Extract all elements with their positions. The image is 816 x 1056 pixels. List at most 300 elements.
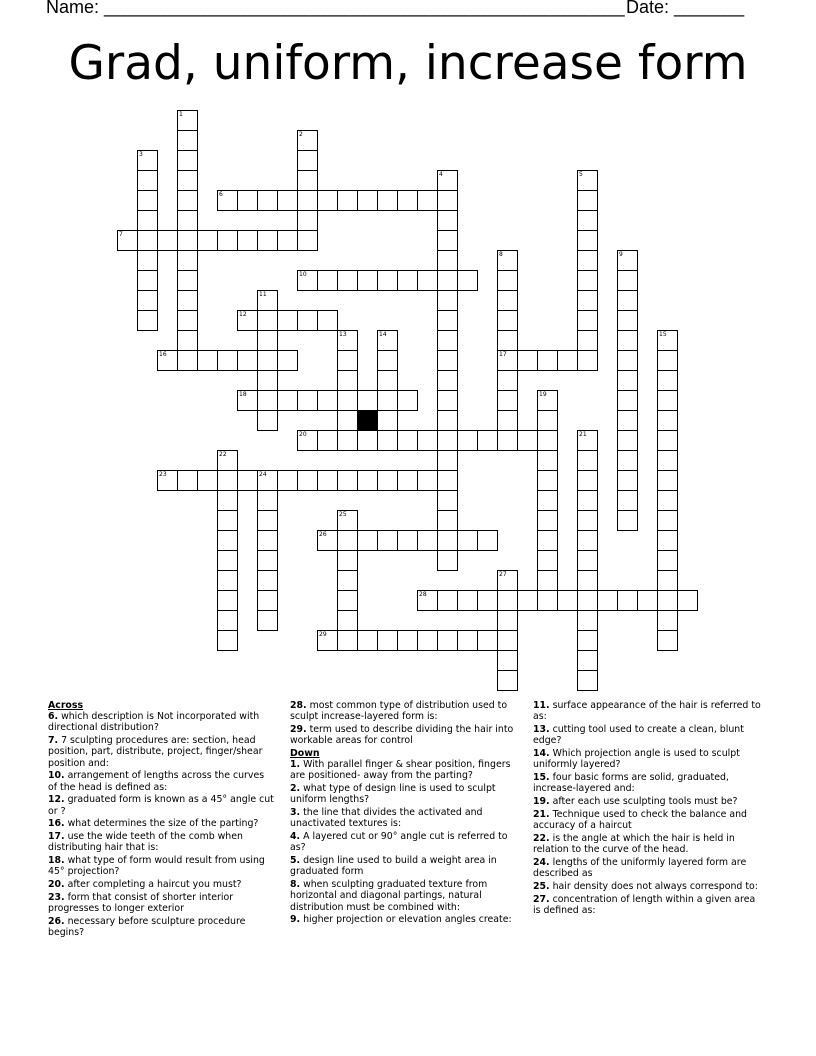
clue-number: 16 — [159, 351, 167, 358]
grid-cell[interactable] — [257, 330, 278, 351]
grid-cell[interactable] — [577, 550, 598, 571]
grid-cell[interactable] — [397, 270, 418, 291]
clue-item-number: 1. — [290, 759, 301, 771]
grid-cell[interactable] — [577, 570, 598, 591]
grid-cell[interactable] — [497, 370, 518, 391]
grid-cell[interactable] — [417, 270, 438, 291]
grid-cell[interactable] — [337, 270, 358, 291]
grid-cell[interactable] — [257, 490, 278, 511]
grid-cell[interactable] — [137, 270, 158, 291]
grid-cell[interactable] — [177, 150, 198, 171]
clue-item-text: form that consist of shorter interior progresses to longer exterior — [48, 892, 234, 915]
grid-cell[interactable] — [497, 430, 518, 451]
grid-cell[interactable] — [277, 310, 298, 331]
black-square — [357, 410, 377, 430]
clue-number: 28 — [419, 591, 427, 598]
clue-item-number: 4. — [290, 831, 301, 843]
grid-cell[interactable] — [577, 450, 598, 471]
grid-cell[interactable] — [337, 370, 358, 391]
grid-cell[interactable] — [257, 390, 278, 411]
clue-number: 10 — [299, 271, 307, 278]
grid-cell[interactable] — [377, 430, 398, 451]
grid-cell[interactable] — [577, 350, 598, 371]
grid-cell[interactable] — [577, 290, 598, 311]
grid-cell[interactable] — [277, 190, 298, 211]
grid-cell[interactable] — [497, 310, 518, 331]
grid-cell[interactable] — [617, 430, 638, 451]
grid-cell[interactable] — [177, 270, 198, 291]
grid-cell[interactable] — [317, 390, 338, 411]
grid-cell[interactable] — [537, 410, 558, 431]
grid-cell[interactable] — [517, 350, 538, 371]
grid-cell[interactable] — [197, 230, 218, 251]
grid-cell[interactable] — [297, 190, 318, 211]
grid-cell[interactable] — [617, 350, 638, 371]
grid-cell[interactable] — [377, 390, 398, 411]
grid-cell[interactable] — [157, 230, 178, 251]
grid-cell[interactable] — [217, 630, 238, 651]
grid-cell[interactable] — [337, 610, 358, 631]
grid-cell[interactable] — [477, 430, 498, 451]
grid-cell[interactable] — [617, 370, 638, 391]
grid-cell[interactable] — [437, 270, 458, 291]
grid-cell[interactable] — [457, 590, 478, 611]
clue-item — [48, 831, 276, 853]
grid-cell[interactable] — [577, 470, 598, 491]
clue-number: 22 — [219, 451, 227, 458]
grid-cell[interactable] — [417, 630, 438, 651]
grid-cell[interactable] — [337, 430, 358, 451]
grid-cell[interactable] — [437, 250, 458, 271]
grid-cell[interactable] — [337, 350, 358, 371]
grid-cell[interactable] — [577, 490, 598, 511]
grid-cell[interactable] — [577, 630, 598, 651]
grid-cell[interactable] — [337, 190, 358, 211]
grid-cell[interactable] — [657, 350, 678, 371]
grid-cell[interactable] — [397, 630, 418, 651]
grid-cell[interactable] — [377, 410, 398, 431]
grid-cell[interactable] — [657, 410, 678, 431]
grid-cell[interactable] — [297, 150, 318, 171]
grid-cell[interactable] — [497, 630, 518, 651]
grid-cell[interactable] — [617, 290, 638, 311]
grid-cell[interactable] — [217, 470, 238, 491]
grid-cell[interactable] — [177, 310, 198, 331]
grid-cell[interactable] — [637, 590, 658, 611]
grid-cell[interactable] — [177, 190, 198, 211]
grid-cell[interactable] — [577, 670, 598, 691]
grid-cell[interactable] — [357, 630, 378, 651]
clue-item — [290, 855, 522, 877]
clue-item-number: 23. — [48, 892, 65, 903]
grid-cell[interactable] — [437, 370, 458, 391]
clue-number: 21 — [579, 431, 587, 438]
grid-cell[interactable] — [497, 610, 518, 631]
clue-item — [533, 809, 765, 831]
grid-cell[interactable] — [657, 450, 678, 471]
grid-cell[interactable] — [257, 610, 278, 631]
grid-cell[interactable] — [577, 510, 598, 531]
grid-cell[interactable] — [357, 190, 378, 211]
grid-cell[interactable] — [577, 330, 598, 351]
grid-cell[interactable] — [437, 510, 458, 531]
grid-cell[interactable] — [437, 490, 458, 511]
clue-number: 26 — [319, 531, 327, 538]
grid-cell[interactable] — [437, 330, 458, 351]
grid-cell[interactable] — [397, 530, 418, 551]
grid-cell[interactable] — [177, 130, 198, 151]
grid-cell[interactable] — [317, 190, 338, 211]
grid-cell[interactable] — [657, 630, 678, 651]
grid-cell[interactable] — [137, 230, 158, 251]
grid-cell[interactable] — [317, 270, 338, 291]
grid-cell[interactable] — [457, 430, 478, 451]
clue-number: 11 — [259, 291, 267, 298]
grid-cell[interactable] — [237, 470, 258, 491]
clue-item-text: graduated form is known as a 45° angle cut or ? — [48, 794, 274, 817]
grid-cell[interactable] — [337, 530, 358, 551]
grid-cell[interactable] — [377, 530, 398, 551]
grid-cell[interactable] — [337, 470, 358, 491]
clue-item-number: 9. — [290, 914, 301, 926]
grid-cell[interactable] — [657, 530, 678, 551]
grid-cell[interactable] — [437, 230, 458, 251]
grid-cell[interactable] — [177, 210, 198, 231]
clue-item-text: hair density does not always correspond to: — [549, 880, 758, 892]
clue-item-number: 13. — [533, 724, 550, 735]
grid-cell[interactable] — [177, 230, 198, 251]
grid-cell[interactable] — [297, 170, 318, 191]
grid-cell[interactable] — [377, 350, 398, 371]
grid-cell[interactable] — [397, 430, 418, 451]
grid-cell[interactable] — [617, 510, 638, 531]
grid-cell[interactable] — [217, 350, 238, 371]
grid-cell[interactable] — [177, 350, 198, 371]
grid-cell[interactable] — [257, 570, 278, 591]
grid-cell[interactable] — [577, 530, 598, 551]
clue-item-number: 18. — [48, 855, 65, 867]
clue-item-text: cutting tool used to create a clean, blunt edge? — [533, 724, 744, 747]
grid-cell[interactable] — [257, 230, 278, 251]
clues-column-3 — [533, 700, 765, 918]
grid-cell[interactable] — [357, 530, 378, 551]
grid-cell[interactable] — [657, 570, 678, 591]
grid-cell[interactable] — [357, 270, 378, 291]
grid-cell[interactable] — [557, 590, 578, 611]
grid-cell[interactable] — [577, 230, 598, 251]
clue-item-text: most common type of distribution used to sculpt increase-layered form is: — [290, 700, 508, 723]
grid-cell[interactable] — [257, 550, 278, 571]
grid-cell[interactable] — [237, 190, 258, 211]
grid-cell[interactable] — [337, 410, 358, 431]
clue-item-number: 20. — [48, 879, 65, 891]
clue-item — [533, 881, 765, 892]
grid-cell[interactable] — [237, 230, 258, 251]
grid-cell[interactable] — [257, 190, 278, 211]
grid-cell[interactable] — [577, 270, 598, 291]
grid-cell[interactable] — [137, 310, 158, 331]
grid-cell[interactable] — [137, 170, 158, 191]
grid-cell[interactable] — [297, 310, 318, 331]
grid-cell[interactable] — [337, 550, 358, 571]
grid-cell[interactable] — [437, 550, 458, 571]
grid-cell[interactable] — [617, 310, 638, 331]
grid-cell[interactable] — [437, 390, 458, 411]
grid-cell[interactable] — [257, 590, 278, 611]
grid-cell[interactable] — [357, 430, 378, 451]
clue-item-text: necessary before sculpture procedure begins? — [48, 916, 246, 939]
grid-cell[interactable] — [617, 390, 638, 411]
clue-item — [290, 831, 522, 853]
grid-cell[interactable] — [537, 550, 558, 571]
clue-item-text: the line that divides the activated and unactivated textures is: — [290, 807, 483, 830]
grid-cell[interactable] — [197, 350, 218, 371]
grid-cell[interactable] — [657, 430, 678, 451]
grid-cell[interactable] — [177, 330, 198, 351]
grid-cell[interactable] — [437, 350, 458, 371]
clue-number: 24 — [259, 471, 267, 478]
clue-number: 29 — [319, 631, 327, 638]
grid-cell[interactable] — [437, 590, 458, 611]
grid-cell[interactable] — [617, 270, 638, 291]
grid-cell[interactable] — [317, 430, 338, 451]
grid-cell[interactable] — [297, 210, 318, 231]
grid-cell[interactable] — [177, 170, 198, 191]
grid-cell[interactable] — [577, 310, 598, 331]
grid-cell[interactable] — [617, 330, 638, 351]
grid-cell[interactable] — [217, 610, 238, 631]
clue-item-text: Which projection angle is used to sculpt uniformly layered? — [533, 748, 740, 771]
grid-cell[interactable] — [497, 410, 518, 431]
section-heading: Down — [290, 748, 320, 759]
grid-cell[interactable] — [417, 190, 438, 211]
clues-column-1 — [48, 700, 276, 940]
grid-cell[interactable] — [177, 470, 198, 491]
grid-cell[interactable] — [217, 590, 238, 611]
grid-cell[interactable] — [337, 390, 358, 411]
grid-cell[interactable] — [297, 390, 318, 411]
grid-cell[interactable] — [537, 490, 558, 511]
grid-cell[interactable] — [437, 410, 458, 431]
grid-cell[interactable] — [217, 230, 238, 251]
clues-column-2 — [290, 700, 522, 927]
grid-cell[interactable] — [257, 370, 278, 391]
grid-cell[interactable] — [377, 190, 398, 211]
grid-cell[interactable] — [517, 590, 538, 611]
grid-cell[interactable] — [657, 610, 678, 631]
grid-cell[interactable] — [377, 370, 398, 391]
grid-cell[interactable] — [277, 230, 298, 251]
grid-cell[interactable] — [217, 550, 238, 571]
grid-cell[interactable] — [397, 190, 418, 211]
clue-item-number: 24. — [533, 856, 550, 868]
grid-cell[interactable] — [257, 410, 278, 431]
grid-cell[interactable] — [437, 530, 458, 551]
grid-cell[interactable] — [657, 470, 678, 491]
grid-cell[interactable] — [657, 550, 678, 571]
clue-item — [533, 796, 765, 807]
clue-number: 1 — [179, 111, 183, 118]
grid-cell[interactable] — [277, 350, 298, 371]
grid-cell[interactable] — [617, 470, 638, 491]
grid-cell[interactable] — [437, 430, 458, 451]
grid-cell[interactable] — [537, 570, 558, 591]
grid-cell[interactable] — [377, 630, 398, 651]
grid-cell[interactable] — [537, 510, 558, 531]
clue-item — [533, 857, 765, 879]
clue-item-text: after completing a haircut you must? — [64, 879, 242, 891]
grid-cell[interactable] — [657, 510, 678, 531]
grid-cell[interactable] — [337, 630, 358, 651]
grid-cell[interactable] — [277, 390, 298, 411]
grid-cell[interactable] — [437, 310, 458, 331]
grid-cell[interactable] — [617, 410, 638, 431]
grid-cell[interactable] — [217, 570, 238, 591]
grid-cell[interactable] — [537, 450, 558, 471]
name-field[interactable]: Name: ____________________________________________________ — [46, 0, 625, 17]
clue-item — [48, 892, 276, 914]
grid-cell[interactable] — [497, 590, 518, 611]
date-field[interactable]: Date: _______ — [626, 0, 745, 17]
clue-item-number: 28. — [290, 700, 307, 711]
grid-cell[interactable] — [217, 530, 238, 551]
grid-cell[interactable] — [577, 610, 598, 631]
clue-item-number: 16. — [48, 818, 65, 830]
clue-number: 6 — [219, 191, 223, 198]
grid-cell[interactable] — [577, 190, 598, 211]
grid-cell[interactable] — [337, 570, 358, 591]
clue-item — [533, 833, 765, 855]
clue-item-text: lengths of the uniformly layered form are described as — [533, 856, 747, 879]
grid-cell[interactable] — [477, 530, 498, 551]
grid-cell[interactable] — [497, 270, 518, 291]
grid-cell[interactable] — [657, 370, 678, 391]
clue-item-number: 29. — [290, 724, 307, 735]
grid-cell[interactable] — [137, 190, 158, 211]
clue-item-number: 26. — [48, 916, 65, 927]
grid-cell[interactable] — [577, 250, 598, 271]
clue-item-number: 19. — [533, 796, 550, 807]
grid-cell[interactable] — [497, 330, 518, 351]
grid-cell[interactable] — [437, 450, 458, 471]
grid-cell[interactable] — [417, 430, 438, 451]
clue-item-number: 5. — [290, 855, 301, 867]
grid-cell[interactable] — [457, 630, 478, 651]
grid-cell[interactable] — [557, 350, 578, 371]
grid-cell[interactable] — [437, 630, 458, 651]
grid-cell[interactable] — [437, 210, 458, 231]
grid-cell[interactable] — [537, 430, 558, 451]
grid-cell[interactable] — [177, 250, 198, 271]
grid-cell[interactable] — [257, 510, 278, 531]
clue-item — [48, 879, 276, 890]
grid-cell[interactable] — [137, 210, 158, 231]
grid-cell[interactable] — [597, 590, 618, 611]
grid-cell[interactable] — [317, 470, 338, 491]
grid-cell[interactable] — [537, 350, 558, 371]
clue-number: 25 — [339, 511, 347, 518]
grid-cell[interactable] — [617, 450, 638, 471]
grid-cell[interactable] — [537, 470, 558, 491]
grid-cell[interactable] — [497, 670, 518, 691]
clue-number: 20 — [299, 431, 307, 438]
grid-cell[interactable] — [217, 490, 238, 511]
grid-cell[interactable] — [357, 390, 378, 411]
grid-cell[interactable] — [537, 590, 558, 611]
clue-item — [290, 724, 522, 746]
clue-item-number: 21. — [533, 808, 550, 820]
grid-cell[interactable] — [397, 470, 418, 491]
clue-item — [290, 759, 522, 781]
grid-cell[interactable] — [397, 390, 418, 411]
grid-cell[interactable] — [577, 210, 598, 231]
grid-cell[interactable] — [217, 510, 238, 531]
grid-cell[interactable] — [577, 650, 598, 671]
grid-cell[interactable] — [517, 430, 538, 451]
grid-cell[interactable] — [297, 230, 318, 251]
grid-cell[interactable] — [137, 290, 158, 311]
grid-cell[interactable] — [317, 310, 338, 331]
clue-item-text: With parallel finger & shear position, fingers are positioned- away from the parting? — [290, 759, 511, 782]
grid-cell[interactable] — [237, 350, 258, 371]
grid-cell[interactable] — [257, 350, 278, 371]
grid-cell[interactable] — [357, 470, 378, 491]
grid-cell[interactable] — [657, 390, 678, 411]
grid-cell[interactable] — [377, 470, 398, 491]
grid-cell[interactable] — [497, 650, 518, 671]
grid-cell[interactable] — [477, 590, 498, 611]
clue-number: 3 — [139, 151, 143, 158]
grid-cell[interactable] — [477, 630, 498, 651]
grid-cell[interactable] — [437, 290, 458, 311]
grid-cell[interactable] — [457, 530, 478, 551]
clue-number: 13 — [339, 331, 347, 338]
grid-cell[interactable] — [337, 590, 358, 611]
grid-cell[interactable] — [617, 590, 638, 611]
grid-cell[interactable] — [297, 470, 318, 491]
grid-cell[interactable] — [137, 250, 158, 271]
clue-item-number: 10. — [48, 770, 65, 782]
clue-item — [290, 807, 522, 829]
grid-cell[interactable] — [257, 530, 278, 551]
clue-item-number: 12. — [48, 794, 65, 806]
clue-item — [533, 748, 765, 770]
grid-cell[interactable] — [457, 270, 478, 291]
grid-cell[interactable] — [417, 470, 438, 491]
grid-cell[interactable] — [437, 470, 458, 491]
clue-number: 9 — [619, 251, 623, 258]
clue-item-number: 27. — [533, 893, 550, 905]
grid-cell[interactable] — [257, 310, 278, 331]
grid-cell[interactable] — [417, 530, 438, 551]
grid-cell[interactable] — [377, 270, 398, 291]
grid-cell[interactable] — [197, 470, 218, 491]
grid-cell[interactable] — [277, 470, 298, 491]
grid-cell[interactable] — [577, 590, 598, 611]
grid-cell[interactable] — [657, 590, 678, 611]
grid-cell[interactable] — [497, 290, 518, 311]
grid-cell[interactable] — [657, 490, 678, 511]
grid-cell[interactable] — [497, 390, 518, 411]
grid-cell[interactable] — [677, 590, 698, 611]
grid-cell[interactable] — [537, 530, 558, 551]
clue-item-text: arrangement of lengths across the curves of the head is defined as: — [48, 770, 265, 793]
grid-cell[interactable] — [177, 290, 198, 311]
clue-item — [533, 894, 765, 916]
grid-cell[interactable] — [617, 490, 638, 511]
grid-cell[interactable] — [437, 190, 458, 211]
clue-item-text: term used to describe dividing the hair into workable areas for control — [290, 724, 514, 747]
